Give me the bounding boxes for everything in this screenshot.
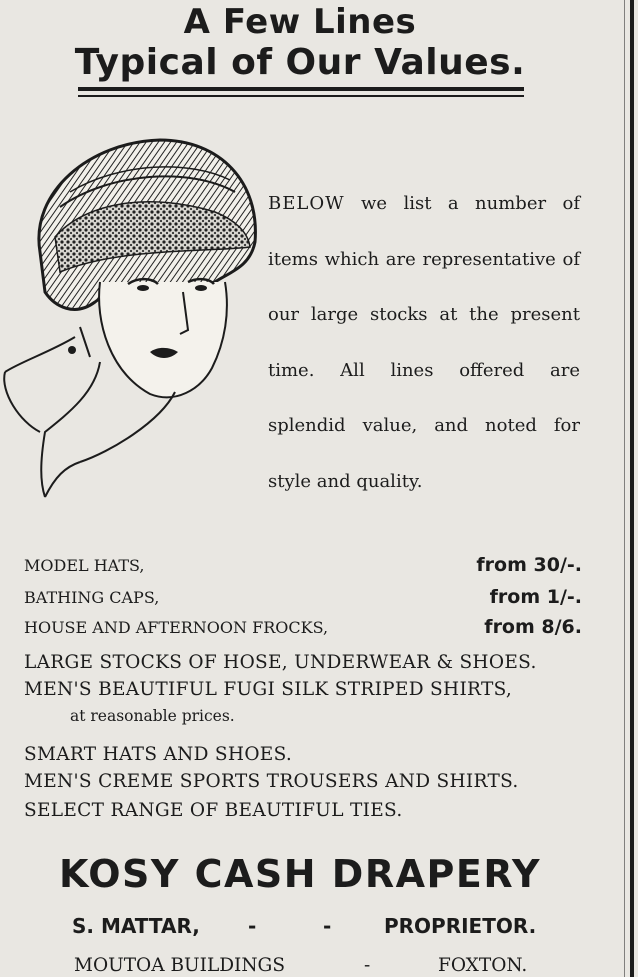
intro-text: we list a number of items which are representative of our large stocks at the present time. All lines offered are splendid value, and noted for style and quality. [268, 193, 580, 492]
price-row-price: from 1/-. [489, 586, 582, 608]
price-row-price: from 8/6. [484, 616, 582, 638]
price-row [24, 618, 582, 644]
address-separator: - [364, 955, 371, 976]
headline-rule-thin [78, 95, 524, 97]
intro-lead-word: BELOW [268, 193, 345, 214]
price-row [24, 588, 582, 614]
stock-line-shirts: MEN'S BEAUTIFUL FUGI SILK STRIPED SHIRTS, [24, 679, 513, 700]
column-border-thin [624, 0, 625, 977]
stock-line-hose: LARGE STOCKS OF HOSE, UNDERWEAR & SHOES. [24, 652, 537, 673]
proprietor-name: S. MATTAR, [72, 914, 200, 938]
price-row-price: from 30/-. [476, 554, 582, 576]
separator-dash: - [323, 914, 332, 938]
separator-dash: - [248, 914, 257, 938]
column-border [630, 0, 634, 977]
woman-in-hat-illustration [0, 132, 265, 507]
headline-line-2: Typical of Our Values. [74, 42, 526, 83]
stock-line-trousers: MEN'S CREME SPORTS TROUSERS AND SHIRTS. [24, 771, 519, 792]
price-row-item: BATHING CAPS, [24, 588, 160, 607]
stock-line-ties: SELECT RANGE OF BEAUTIFUL TIES. [24, 800, 403, 821]
stock-line-shirts-sub: at reasonable prices. [70, 707, 235, 725]
intro-paragraph [268, 176, 580, 509]
store-name: KOSY CASH DRAPERY [58, 852, 542, 896]
address-building: MOUTOA BUILDINGS [74, 955, 286, 976]
headline-rule-thick [78, 87, 524, 91]
price-row-item: HOUSE AND AFTERNOON FROCKS, [24, 618, 329, 637]
price-row-item: MODEL HATS, [24, 556, 145, 575]
headline-line-1: A Few Lines [183, 2, 417, 42]
stock-line-hats-shoes: SMART HATS AND SHOES. [24, 744, 293, 765]
proprietor-label: PROPRIETOR. [384, 914, 537, 938]
price-row [24, 556, 582, 582]
address-town: FOXTON. [438, 955, 528, 976]
